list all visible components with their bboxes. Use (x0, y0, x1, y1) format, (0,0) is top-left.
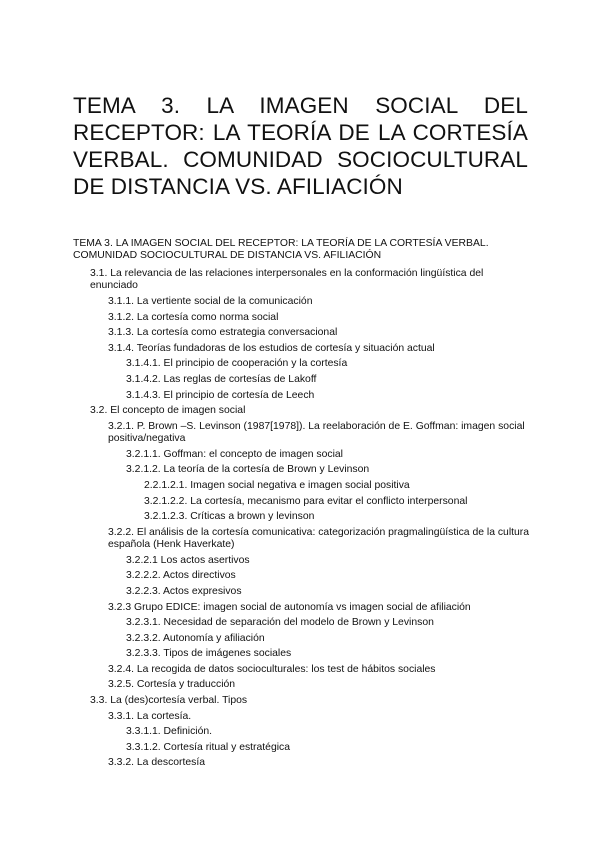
toc-entry: 3.2. El concepto de imagen social (90, 405, 246, 417)
toc-entry: 3.1.4.1. El principio de cooperación y la cortesía (126, 358, 348, 370)
toc-entry: 3.2.2.3. Actos expresivos (126, 585, 242, 597)
toc-entry: 3.1.1. La vertiente social de la comunicación (108, 296, 313, 307)
table-of-contents (73, 238, 533, 771)
toc-entry: 2.2.1.2.1. Imagen social negativa e imagen social positiva (144, 479, 410, 491)
toc-entry: 3.2.2. El análisis de la cortesía comunicativa: categorización pragmalingüística de la cultura española (Henk Haverkate) (108, 526, 530, 550)
toc-entry: 3.2.4. La recogida de datos socioculturales: los test de hábitos sociales (108, 663, 436, 675)
toc-entry: 3.2.3 Grupo EDICE: imagen social de autonomía vs imagen social de afiliación (108, 601, 471, 613)
toc-entry: 3.2.5. Cortesía y traducción (108, 679, 236, 691)
toc-entry: 3.2.3.3. Tipos de imágenes sociales (126, 648, 292, 660)
toc-entry: 3.2.1.2. La teoría de la cortesía de Brown y Levinson (126, 464, 370, 476)
toc-entry: 3.1. La relevancia de las relaciones interpersonales en la conformación lingüística del enunciado (90, 268, 484, 291)
toc-entry: 3.1.3. La cortesía como estrategia conversacional (108, 327, 338, 339)
toc-entry: 3.2.3.1. Necesidad de separación del modelo de Brown y Levinson (126, 617, 434, 629)
toc-entry: 3.3.2. La descortesía (108, 757, 206, 769)
toc-entry: 3.3.1.2. Cortesía ritual y estratégica (126, 741, 291, 753)
toc-entry: 3.3. La (des)cortesía verbal. Tipos (90, 695, 248, 707)
toc-entry: 3.2.3.2. Autonomía y afiliación (126, 632, 265, 644)
toc-entry: 3.2.1.2.2. La cortesía, mecanismo para evitar el conflicto interpersonal (144, 495, 468, 507)
toc-entry: 3.2.2.1 Los actos asertivos (126, 554, 250, 566)
toc-entry: 3.1.4. Teorías fundadoras de los estudios de cortesía y situación actual (108, 342, 435, 354)
toc-entry: 3.1.4.3. El principio de cortesía de Leech (126, 389, 315, 401)
toc-heading: TEMA 3. LA IMAGEN SOCIAL DEL RECEPTOR: LA TEORÍA DE LA CORTESÍA VERBAL. COMUNIDAD SOCIOCULTURAL DE DISTANCIA VS. AFILIACIÓN (73, 238, 489, 261)
toc-entry: 3.1.2. La cortesía como norma social (108, 311, 279, 323)
page-title: TEMA 3. LA IMAGEN SOCIAL DEL RECEPTOR: LA TEORÍA DE LA CORTESÍA VERBAL. COMUNIDAD SOCIOCULTURAL DE DISTANCIA VS. AFILIACIÓN (73, 93, 528, 199)
toc-entry: 3.2.2.2. Actos directivos (126, 570, 236, 582)
toc-entry: 3.2.1.2.3. Críticas a brown y levinson (144, 511, 315, 523)
toc-entry: 3.2.1. P. Brown –S. Levinson (1987[1978]). La reelaboración de E. Goffman: imagen social positiva/negativa (108, 420, 525, 444)
toc-entry: 3.1.4.2. Las reglas de cortesías de Lakoff (126, 373, 317, 385)
toc-entry: 3.3.1. La cortesía. (108, 710, 192, 722)
toc-entry: 3.3.1.1. Definición. (126, 726, 213, 738)
toc-entry: 3.2.1.1. Goffman: el concepto de imagen social (126, 448, 343, 460)
